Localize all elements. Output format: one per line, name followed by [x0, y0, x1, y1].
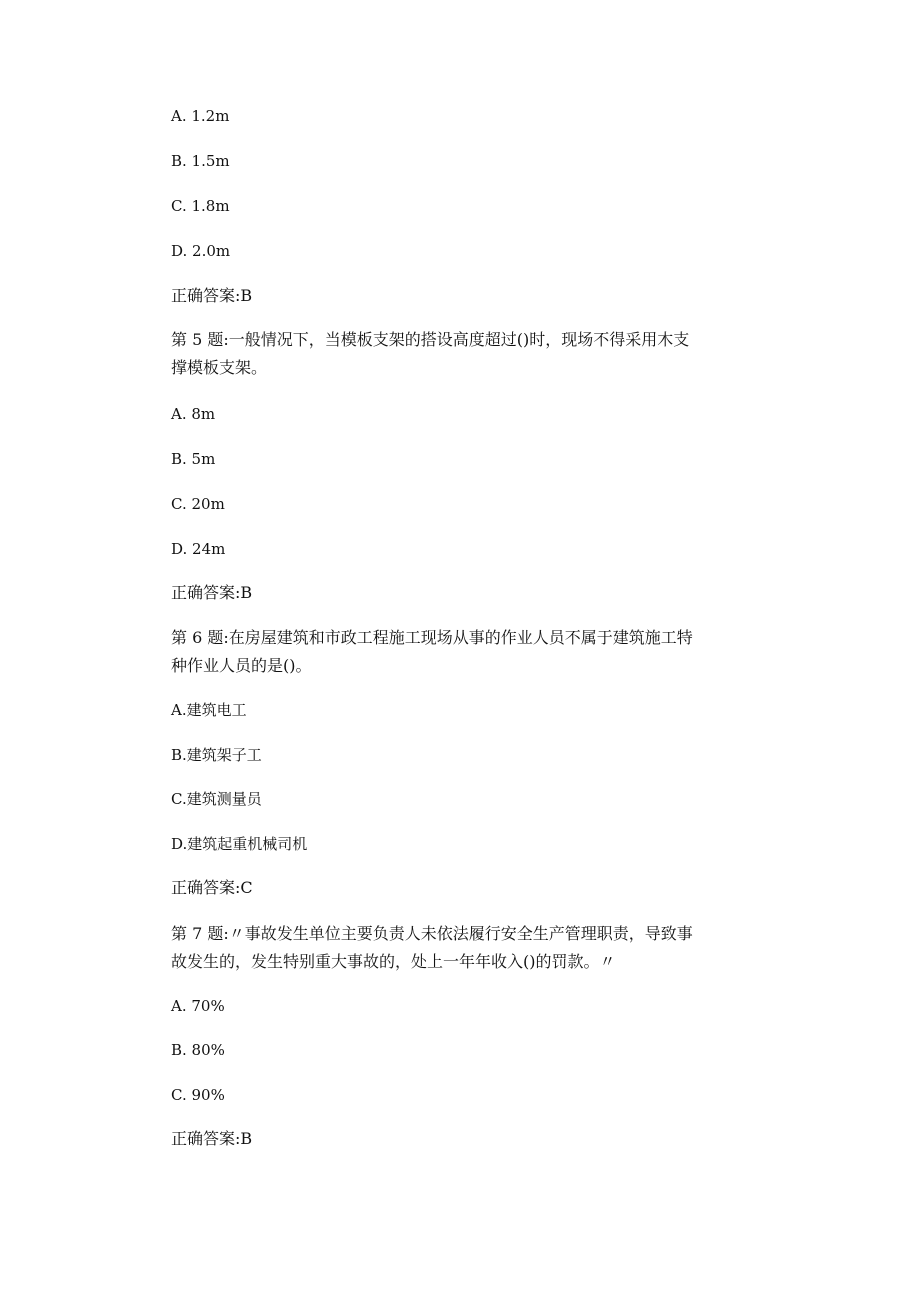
- q5-option-b: B. 5m: [171, 450, 216, 468]
- q6-option-d: D.建筑起重机械司机: [171, 835, 308, 853]
- q4-answer: 正确答案:B: [171, 286, 253, 305]
- q6-question-line2: 种作业人员的是()。: [171, 656, 312, 675]
- q6-answer: 正确答案:C: [171, 878, 253, 897]
- q7-question-line1: 第 7 题:〃事故发生单位主要负责人未依法履行安全生产管理职责，导致事: [171, 924, 693, 943]
- q4-option-c: C. 1.8m: [171, 197, 230, 215]
- q5-question-line1: 第 5 题:一般情况下，当模板支架的搭设高度超过()时，现场不得采用木支: [171, 330, 690, 349]
- q7-option-b: B. 80%: [171, 1041, 225, 1059]
- q5-answer: 正确答案:B: [171, 583, 253, 602]
- q5-option-a: A. 8m: [171, 405, 216, 423]
- q6-option-c: C.建筑测量员: [171, 790, 262, 808]
- q4-option-b: B. 1.5m: [171, 152, 230, 170]
- q5-option-d: D. 24m: [171, 540, 226, 558]
- q5-question-line2: 撑模板支架。: [171, 358, 268, 377]
- q7-option-a: A. 70%: [171, 997, 225, 1015]
- q5-option-c: C. 20m: [171, 495, 225, 513]
- q4-option-d: D. 2.0m: [171, 242, 231, 260]
- q7-question-line2: 故发生的，发生特别重大事故的，处上一年年收入()的罚款。〃: [171, 952, 616, 971]
- q6-question-line1: 第 6 题:在房屋建筑和市政工程施工现场从事的作业人员不属于建筑施工特: [171, 628, 693, 647]
- q4-option-a: A. 1.2m: [171, 107, 230, 125]
- q7-option-c: C. 90%: [171, 1086, 225, 1104]
- q6-option-b: B.建筑架子工: [171, 746, 262, 764]
- q6-option-a: A.建筑电工: [171, 701, 247, 719]
- q7-answer: 正确答案:B: [171, 1129, 253, 1148]
